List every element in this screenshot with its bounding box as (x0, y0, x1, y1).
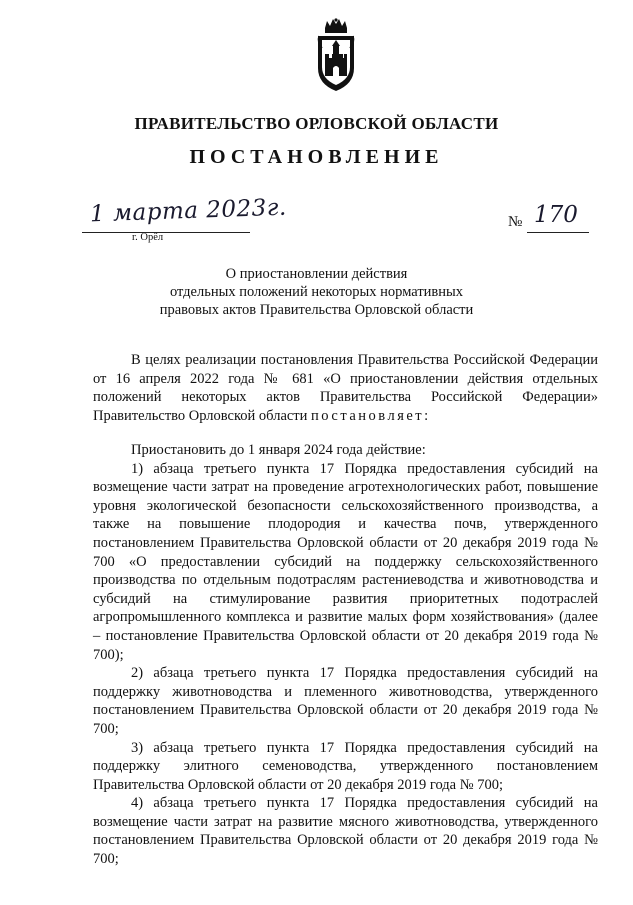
resolution-body (93, 441, 598, 869)
government-title: ПРАВИТЕЛЬСТВО ОРЛОВСКОЙ ОБЛАСТИ (134, 114, 499, 133)
number-underline (527, 232, 589, 233)
resolution-item: 4) абзаца третьего пункта 17 Порядка предоставления субсидий на возмещение части затрат на развитие мясного животноводства, утвержденного постановлением Правительства Орловской области от 20 декабря 2019 года № 700; (93, 795, 598, 868)
subject-line: правовых актов Правительства Орловской области (159, 302, 474, 318)
document-type: ПОСТАНОВЛЕНИЕ (189, 146, 444, 168)
resolution-item: 3) абзаца третьего пункта 17 Порядка предоставления субсидий на поддержку элитного семеноводства, утвержденного постановлением Правительства Орловской области от 20 декабря 2019 года № 700; (93, 739, 598, 793)
subject-line: отдельных положений некоторых нормативных (169, 284, 464, 300)
date-underline (82, 232, 250, 233)
handwritten-number: 170 (534, 202, 578, 228)
number-sign: № (508, 214, 523, 230)
document-subject (0, 265, 633, 319)
resolution-item: 1) абзаца третьего пункта 17 Порядка предоставления субсидий на возмещение части затрат на проведение агротехнологических работ, повышение уровня экологической безопасности сельскохозяйственного производства, а также на повышение плодородия и качества почв, утвержденного постановлением Правительства Орловской области от 20 декабря 2019 года № 700 «О предоставлении субсидий на поддержку сельскохозяйственного производства по отдельным подотраслям растениеводства и животноводства и субсидий на стимулирование развития приоритетных подотраслей агропромышленного комплекса и развитие малых форм хозяйствования» (далее – постановление Правительства Орловской области от 20 декабря 2019 года № 700); (93, 460, 598, 663)
preamble (93, 351, 598, 425)
subject-line: О приостановлении действия (225, 266, 408, 282)
city-label: г. Орёл (132, 232, 164, 243)
preamble-text: В целях реализации постановления Правительства Российской Федерации от 16 апреля 2022 года № 681 «О приостановлении действия отдельных положений некоторых актов Правительства Российской Федерации» Правительство Орловской области (93, 352, 598, 424)
resolution-lead: Приостановить до 1 января 2024 года действие: (131, 442, 426, 458)
handwritten-date: 1 марта 2023г. (89, 194, 288, 228)
coat-of-arms-icon (313, 18, 359, 94)
preamble-verb: постановляет: (311, 407, 431, 424)
resolution-item: 2) абзаца третьего пункта 17 Порядка предоставления субсидий на поддержку животноводства и племенного животноводства, утвержденного постановлением Правительства Орловской области от 20 декабря 2019 года № 700; (93, 665, 598, 737)
